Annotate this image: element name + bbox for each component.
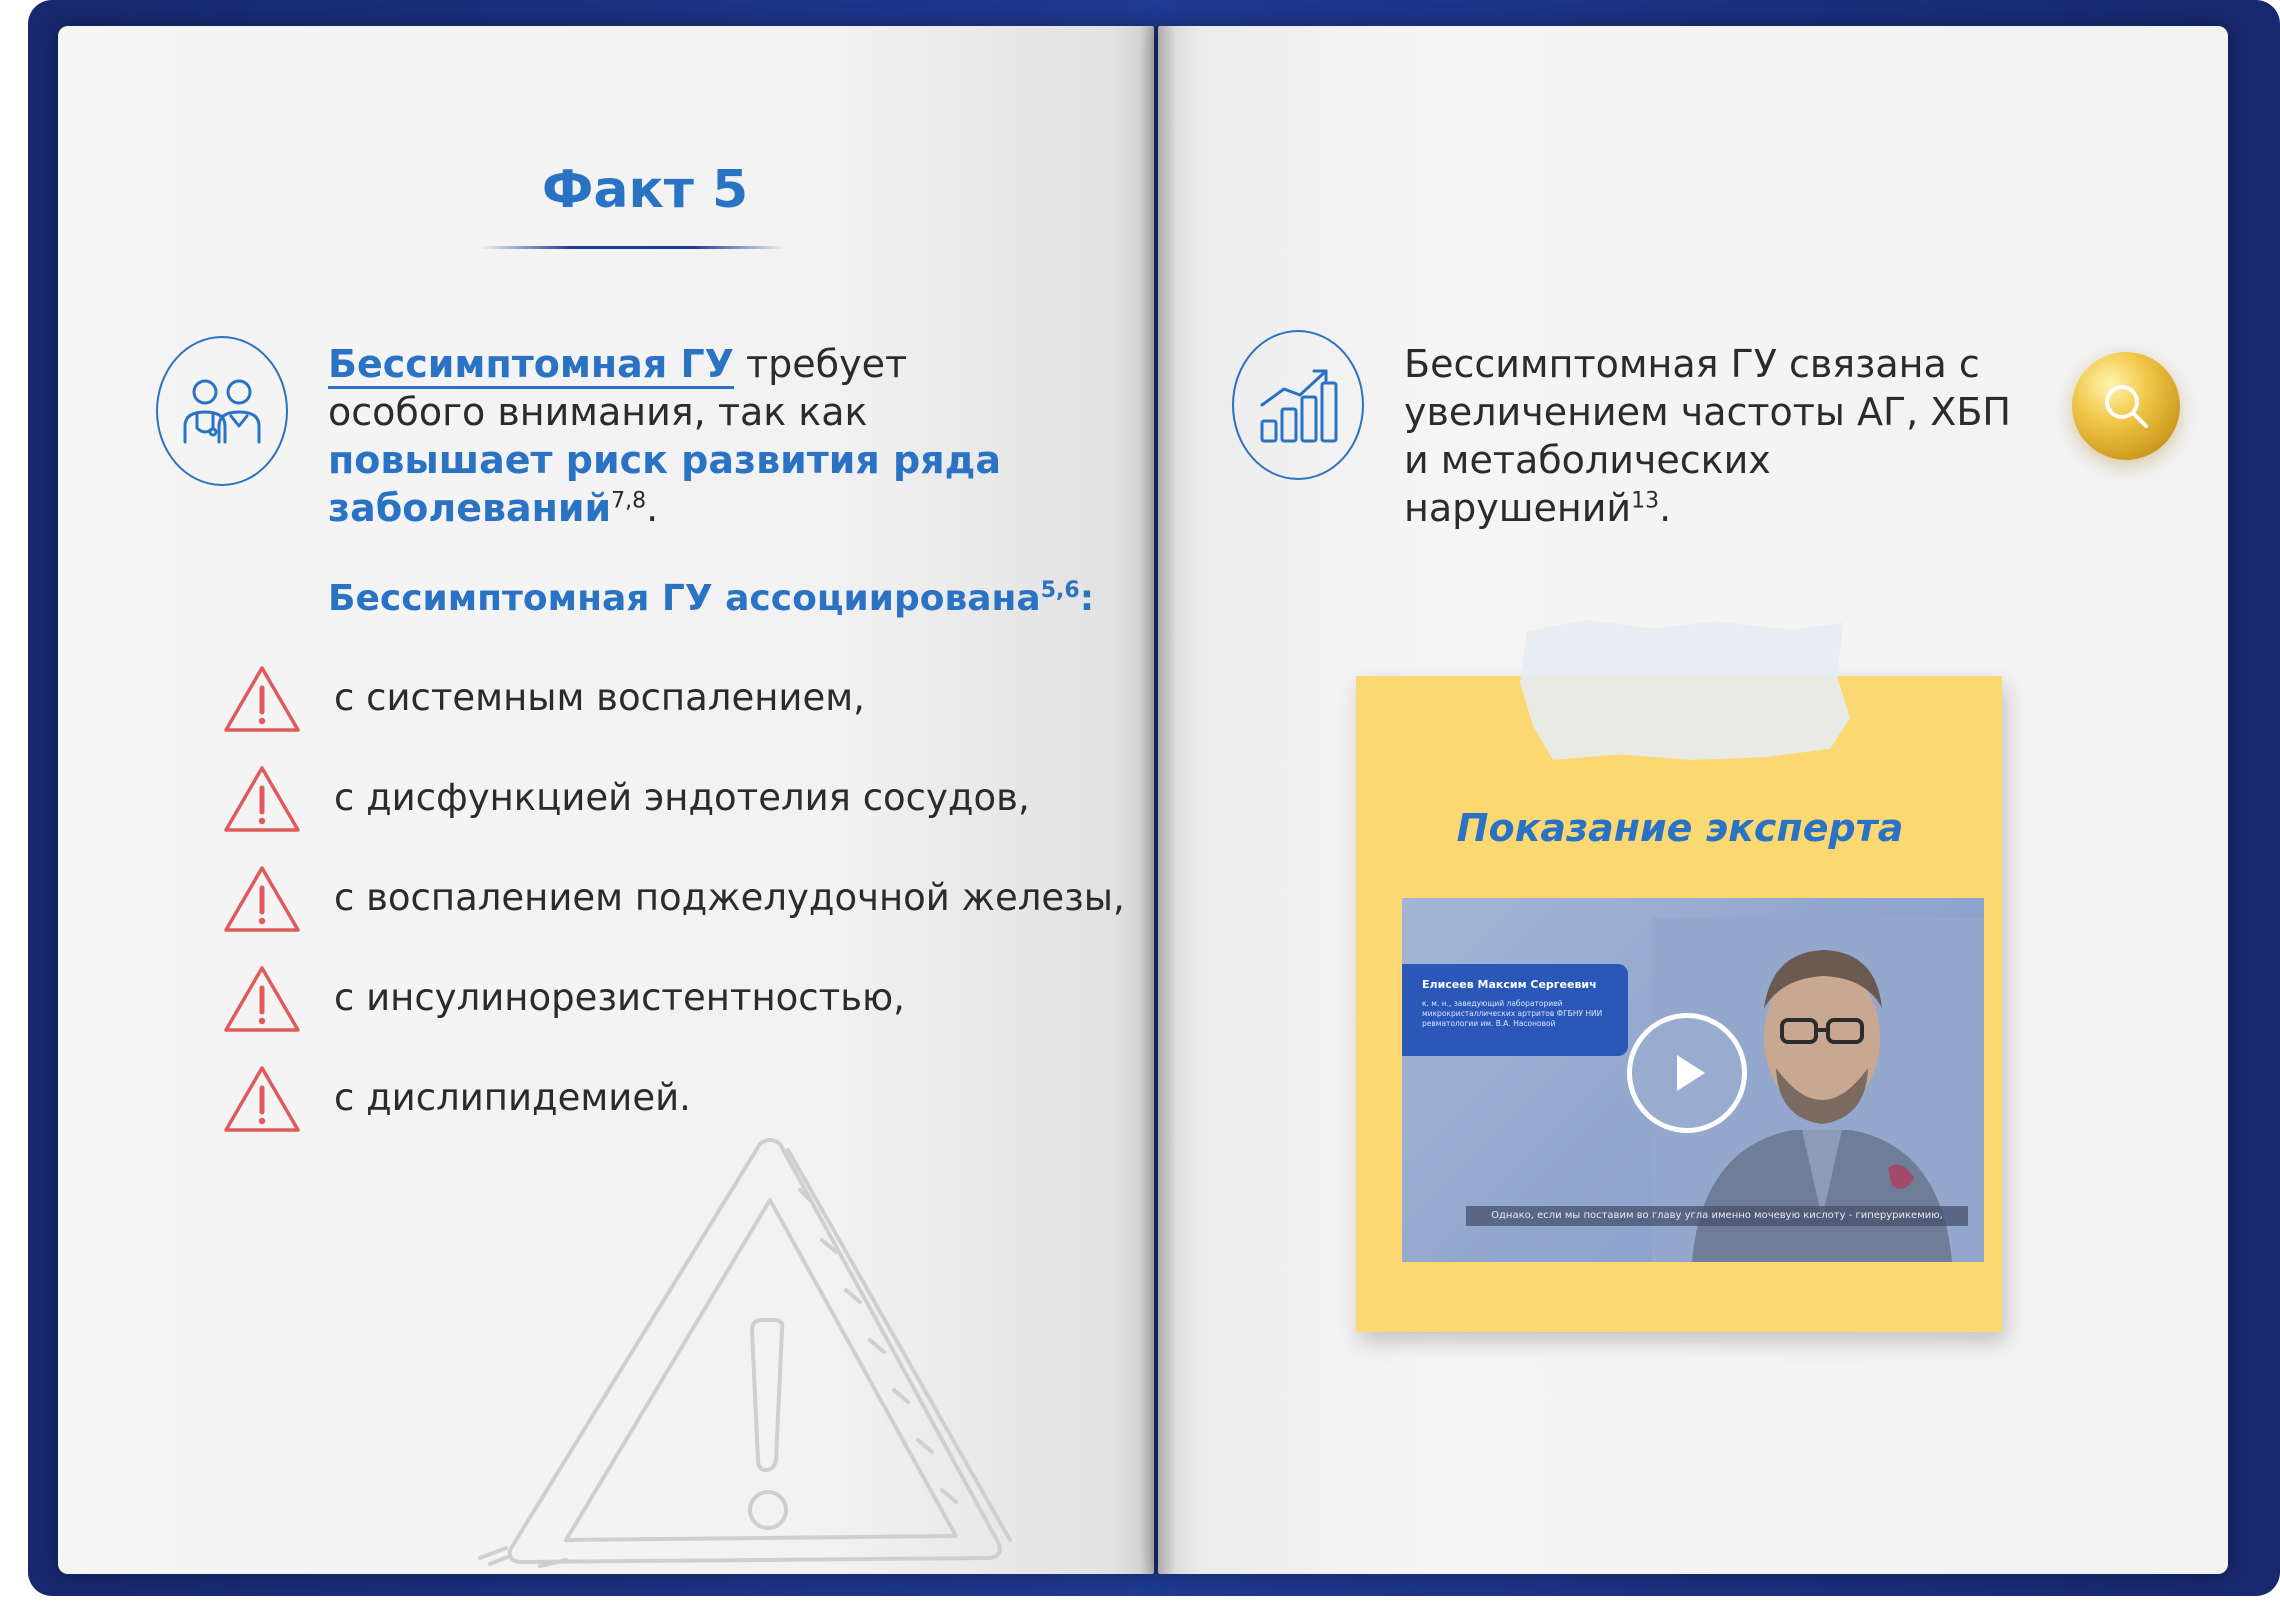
intro-highlight-risk: повышает риск развития ряда заболеваний	[328, 438, 1001, 530]
speaker-name-plate	[1402, 964, 1628, 1056]
tape-strip	[1520, 620, 1850, 760]
statement-line-1: Бессимптомная ГУ связана с	[1404, 342, 1980, 386]
list-item-text: с воспалением поджелудочной железы,	[334, 876, 1125, 919]
doctors-icon	[156, 336, 288, 486]
statement-line-2: увеличением частоты АГ, ХБП	[1404, 390, 2011, 434]
book-spine	[1140, 26, 1176, 1574]
list-item-text: с системным воспалением,	[334, 676, 865, 719]
association-footnote-ref: 5,6	[1040, 578, 1080, 603]
speaker-description: к. м. н., заведующий лабораторией микрокристаллических артритов ФГБНУ НИИ ревматологии им. В.А. Насоновой	[1422, 999, 1603, 1028]
list-item	[222, 962, 1102, 1042]
statement-end: .	[1659, 486, 1672, 530]
intro-highlight-term: Бессимптомная ГУ	[328, 342, 734, 389]
list-item-text: с дисфункцией эндотелия сосудов,	[334, 776, 1030, 819]
statement-line-3: и метаболических нарушений	[1404, 438, 1771, 530]
sticky-note-title: Показание эксперта	[1456, 806, 1904, 850]
statement-line-3-wrap	[1404, 436, 2044, 532]
list-item-text: с инсулинорезистентностью,	[334, 976, 905, 1019]
intro-text	[328, 340, 1048, 532]
growth-chart-icon	[1232, 330, 1364, 480]
association-heading-colon: :	[1079, 578, 1095, 619]
page-title: Факт 5	[541, 160, 749, 220]
play-icon	[1661, 1047, 1713, 1099]
warning-triangle-icon	[222, 662, 302, 736]
list-item	[222, 762, 1102, 842]
list-item	[222, 862, 1125, 942]
title-underline	[480, 246, 785, 249]
search-icon	[2100, 380, 2152, 432]
association-heading-text: Бессимптомная ГУ ассоциирована	[328, 578, 1041, 619]
list-item	[222, 662, 1102, 742]
warning-triangle-icon	[222, 862, 302, 936]
statement-footnote-ref: 13	[1631, 488, 1660, 514]
play-button[interactable]	[1627, 1013, 1747, 1133]
video-subtitle: Однако, если мы поставим во главу угла именно мочевую кислоту - гиперурикемию,	[1466, 1206, 1968, 1226]
right-statement	[1404, 340, 2044, 532]
speaker-name: Елисеев Максим Сергеевич	[1422, 978, 1597, 991]
warning-triangle-icon	[222, 1062, 302, 1136]
intro-plain-1: требует особого внимания, так как	[328, 342, 908, 434]
warning-triangle-icon	[222, 962, 302, 1036]
list-item-text: с дислипидемией.	[334, 1076, 691, 1119]
association-heading	[328, 578, 1094, 619]
intro-end: .	[646, 486, 659, 530]
warning-triangle-icon	[222, 762, 302, 836]
search-button[interactable]	[2072, 352, 2180, 460]
large-warning-sketch-icon	[470, 1130, 1030, 1570]
intro-footnote-ref: 7,8	[611, 488, 647, 514]
expert-video-player[interactable]	[1402, 898, 1984, 1262]
